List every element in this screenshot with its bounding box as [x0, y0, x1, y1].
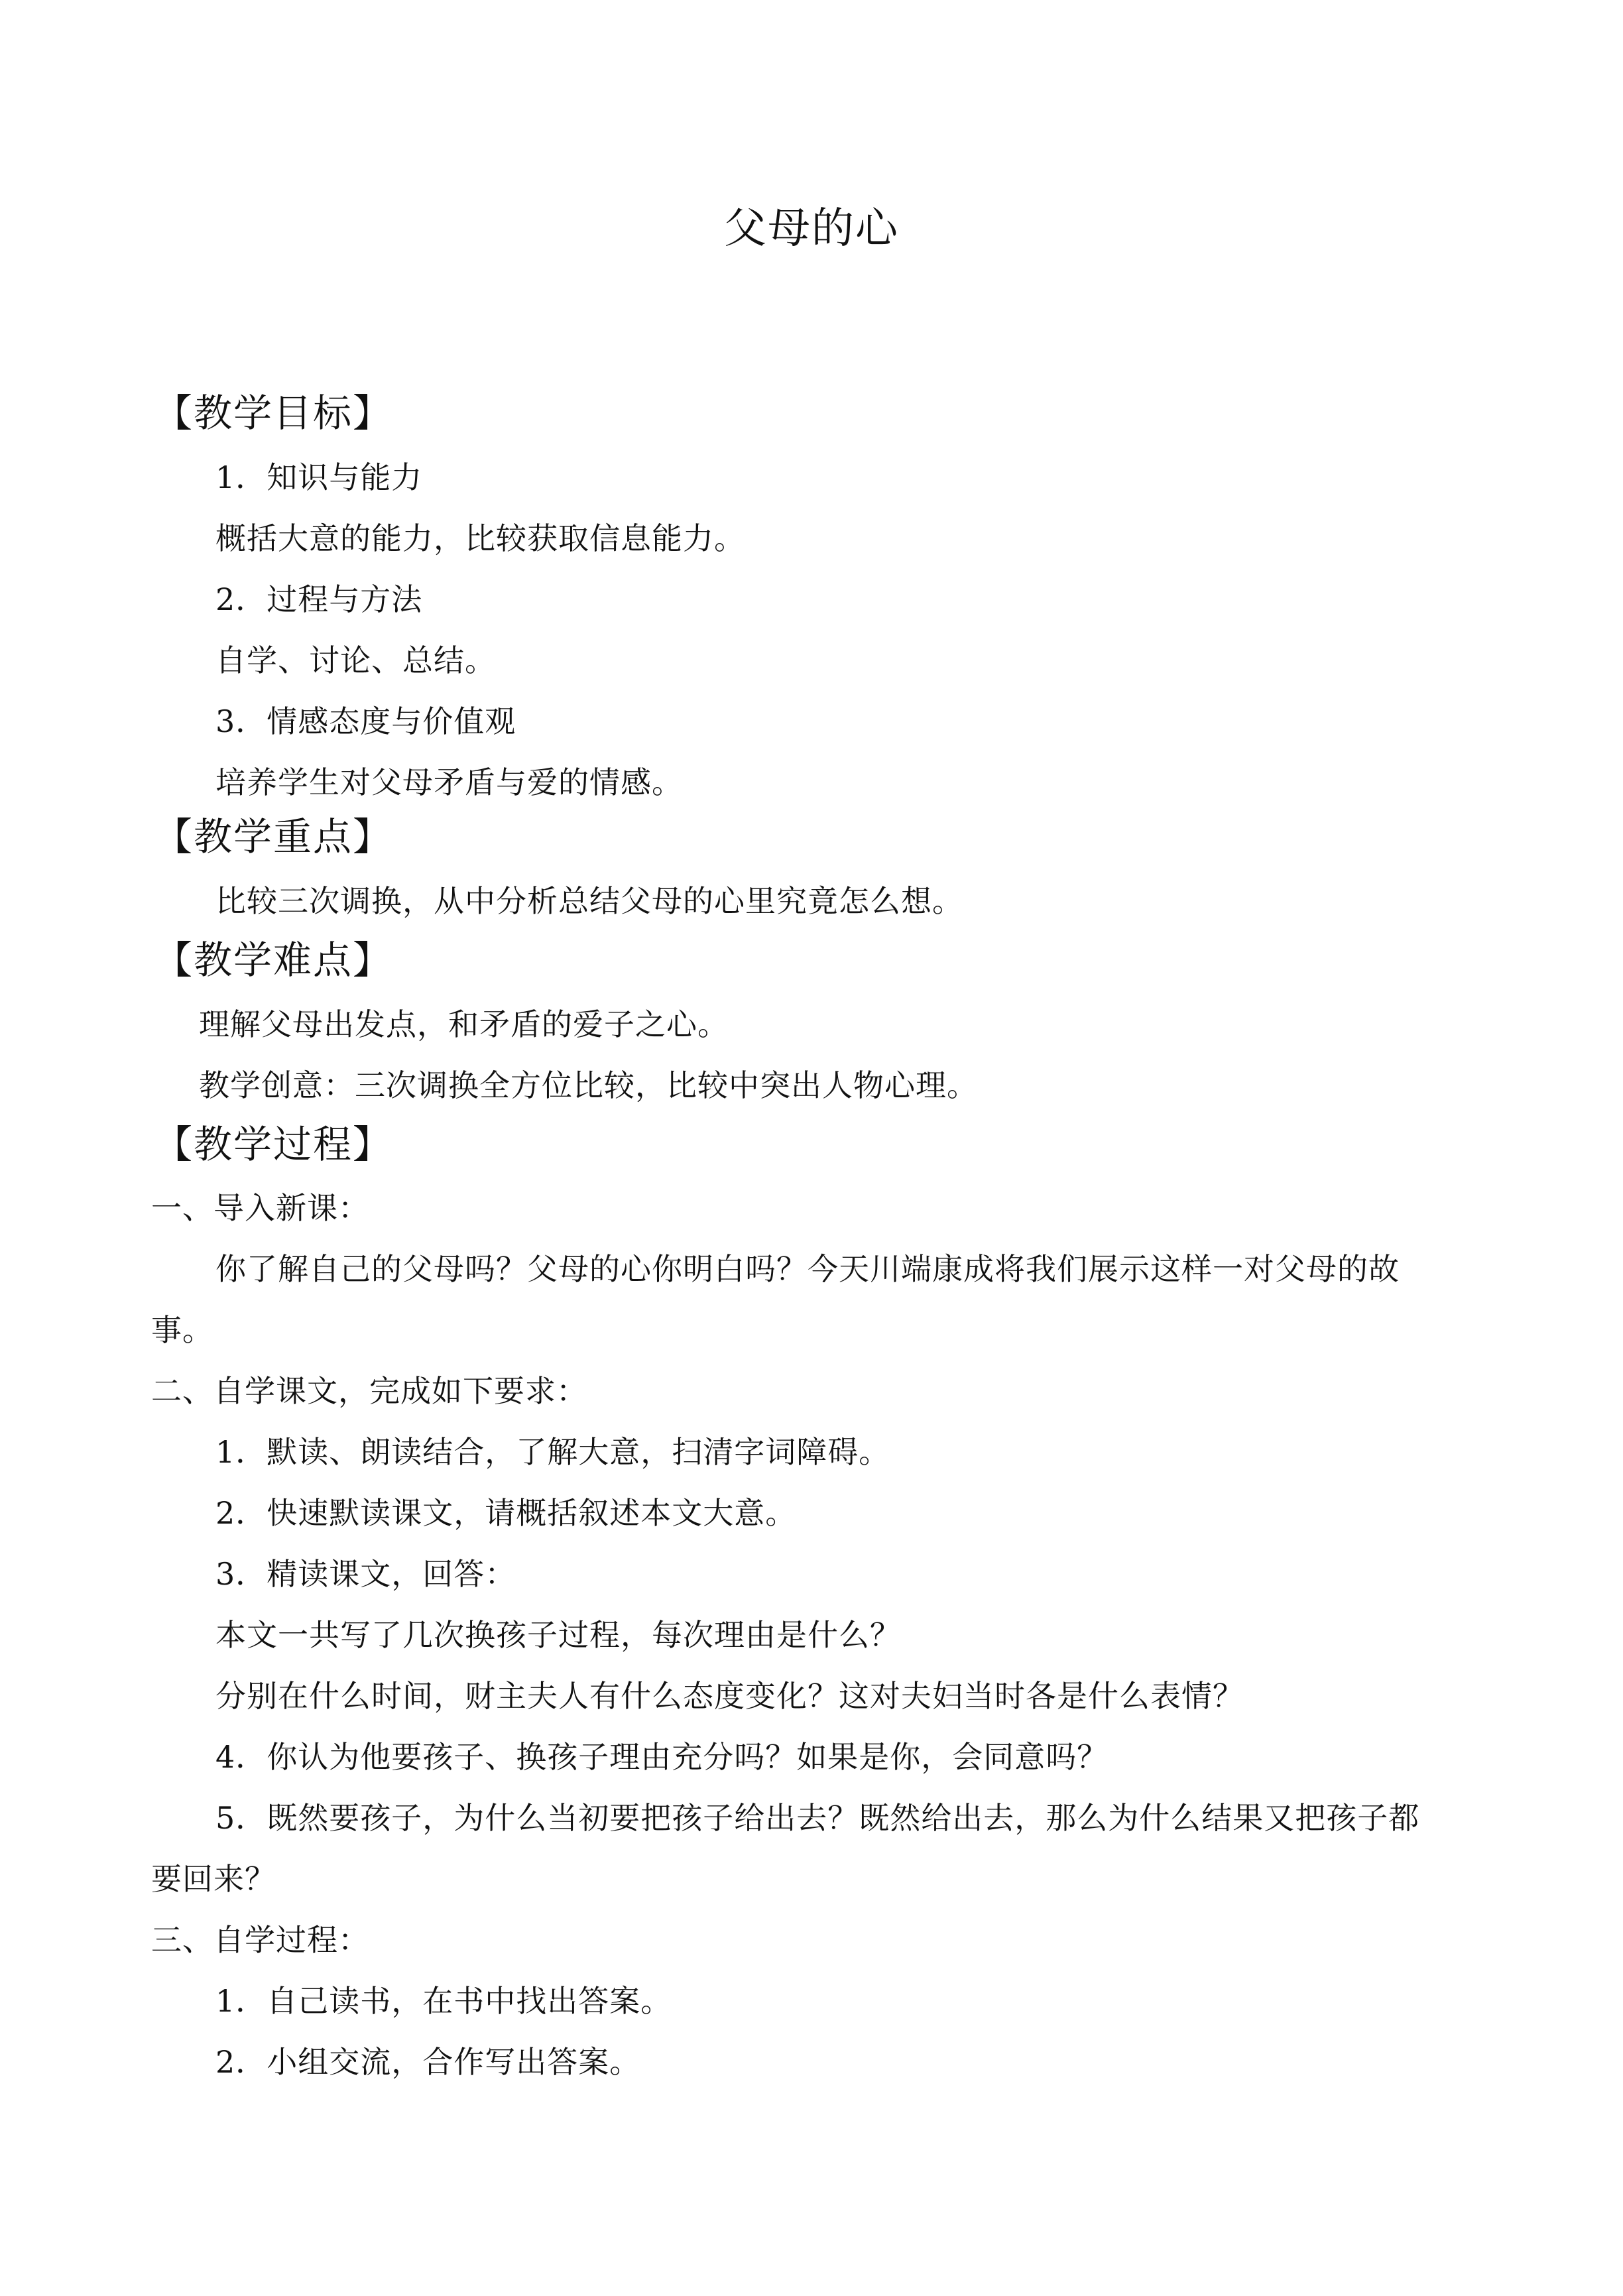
process-part2-item1: 1．默读、朗读结合，了解大意，扫清字词障碍。 [215, 1434, 890, 1470]
difficulties-heading: 【教学难点】 [154, 937, 393, 983]
process-heading: 【教学过程】 [154, 1122, 393, 1167]
process-part2-title: 二、自学课文，完成如下要求： [151, 1373, 587, 1409]
key-points-text: 比较三次调换，从中分析总结父母的心里究竟怎么想。 [215, 883, 963, 919]
process-part3-item2: 2．小组交流，合作写出答案。 [215, 2044, 641, 2080]
process-part1-text-line2: 事。 [151, 1312, 213, 1348]
objective-1-text: 概括大意的能力，比较获取信息能力。 [215, 520, 745, 556]
objective-3-text: 培养学生对父母矛盾与爱的情感。 [215, 764, 683, 800]
process-part2-item5-line1: 5．既然要孩子，为什么当初要把孩子给出去？既然给出去，那么为什么结果又把孩子都 [215, 1800, 1420, 1836]
objective-3-title: 3．情感态度与价值观 [215, 703, 516, 739]
process-part1-text-line1: 你了解自己的父母吗？父母的心你明白吗？今天川端康成将我们展示这样一对父母的故 [215, 1251, 1400, 1287]
process-part2-item2: 2．快速默读课文，请概括叙述本文大意。 [215, 1495, 797, 1531]
document-title: 父母的心 [724, 204, 899, 253]
key-points-heading: 【教学重点】 [154, 814, 393, 859]
objective-2-title: 2．过程与方法 [215, 581, 423, 617]
process-part2-item3: 3．精读课文，回答： [215, 1556, 516, 1592]
objective-1-title: 1．知识与能力 [215, 459, 423, 495]
process-part2-question1: 本文一共写了几次换孩子过程，每次理由是什么？ [215, 1617, 901, 1653]
process-part2-item4: 4．你认为他要孩子、换孩子理由充分吗？如果是你，会同意吗？ [215, 1739, 1109, 1775]
objectives-heading: 【教学目标】 [154, 391, 393, 436]
teaching-creative-text: 教学创意：三次调换全方位比较，比较中突出人物心理。 [199, 1067, 978, 1103]
process-part2-item5-line2: 要回来？ [151, 1861, 276, 1897]
difficulties-text: 理解父母出发点，和矛盾的爱子之心。 [199, 1006, 729, 1042]
objective-2-text: 自学、讨论、总结。 [215, 642, 496, 678]
process-part1-title: 一、导入新课： [151, 1190, 369, 1226]
process-part2-question2: 分别在什么时间，财主夫人有什么态度变化？这对夫妇当时各是什么表情？ [215, 1678, 1244, 1714]
process-part3-title: 三、自学过程： [151, 1922, 369, 1958]
process-part3-item1: 1．自己读书，在书中找出答案。 [215, 1983, 672, 2019]
